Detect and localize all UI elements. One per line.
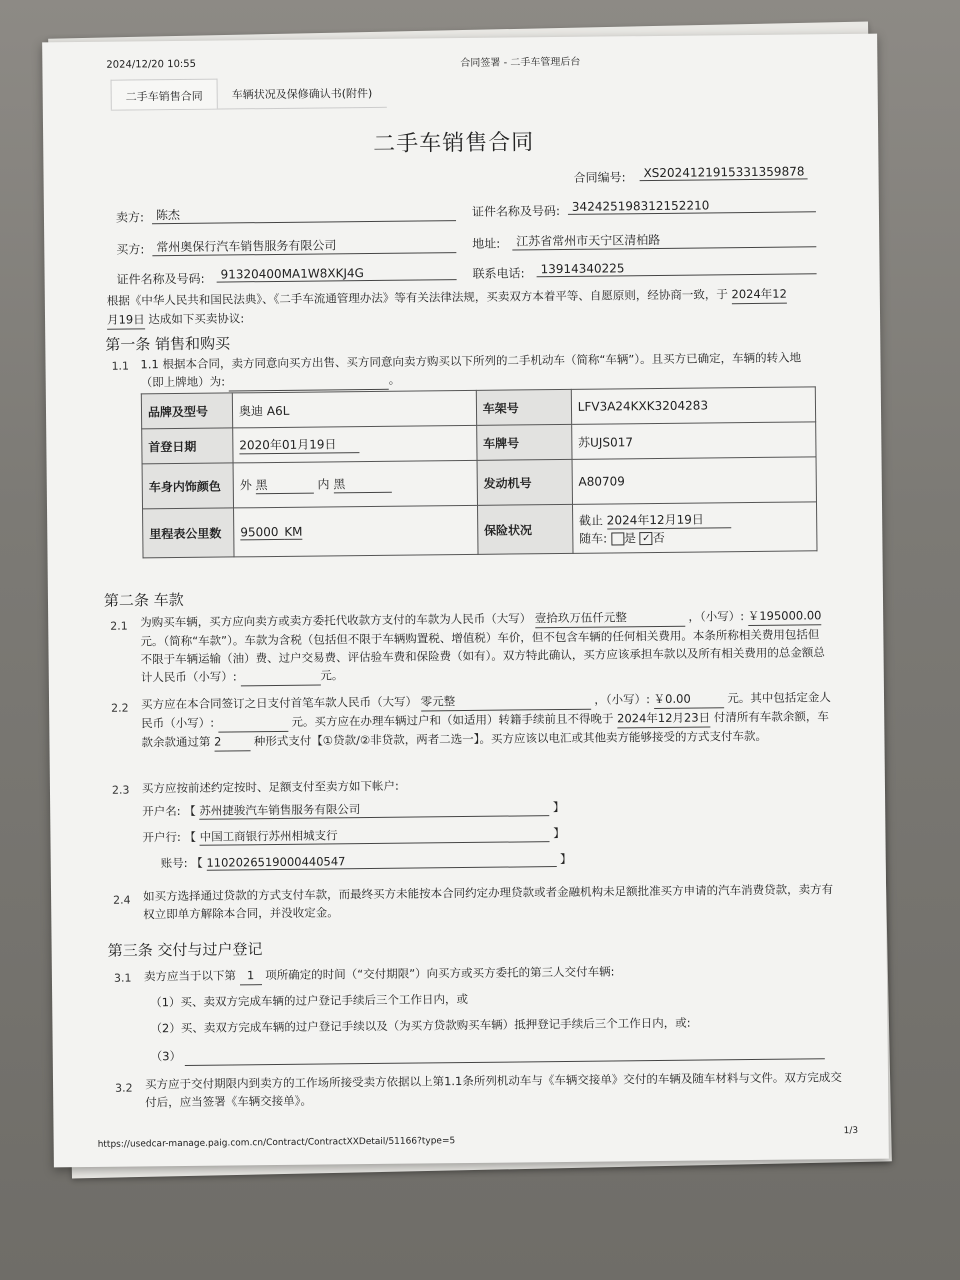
intro-date-b: 月19日	[107, 310, 145, 329]
payment-method: 2	[214, 732, 250, 751]
tab-sales-contract[interactable]: 二手车销售合同	[111, 79, 218, 110]
account-name-row: 开户名: 【 苏州捷骏汽车销售服务有限公司 】	[142, 799, 565, 819]
exterior-color: 黑	[256, 476, 314, 495]
footer-url: https://usedcar-manage.paig.com.cn/Contract/ContractXXDetail/51166?type=5	[97, 1136, 456, 1150]
first-payment-upper: 零元整	[421, 691, 591, 712]
clause-2-1-text: 为购买车辆，买方应向卖方或卖方委托代收款方支付的车款为人民币（大写） 壹拾玖万伍仟元整 ，（小写）: ￥195000.00 元。（简称“车款”）。车款为含税（包括但不限于车辆购置税、增值税）车价，但不包含车辆的任何相关费用。本条所称相关费用包括但不限于车辆运输（油）费、过户交易费、评估验车费和保险费（如有）。双方特此确认，买方应该承担车款以及所有相关费用的总金额总计人民币（小写）: 元。	[140, 608, 825, 685]
buyer-phone: 13914340225	[536, 259, 816, 277]
clause-2-4-number: 2.4	[113, 893, 131, 907]
contract-no: XS2024121915331359878	[639, 164, 807, 181]
clause-3-2-number: 3.2	[115, 1081, 133, 1095]
clause-1-1-text: 1.1 根据本合同，卖方同意向买方出售、买方同意向卖方购买以下所列的二手机动车（简称“车辆”）。且买方已确定，车辆的转入地（即上牌地）为: 。	[140, 348, 820, 392]
insurance-yes-checkbox[interactable]	[611, 532, 624, 545]
price-lower: ￥195000.00	[748, 606, 822, 626]
seller-id-label: 证件名称及号码:	[471, 203, 561, 219]
contract-no-label: 合同编号:	[573, 170, 626, 185]
first-payment-lower: ￥0.00	[654, 689, 724, 709]
print-datetime: 2024/12/20 10:55	[106, 58, 197, 71]
clause-1-1-number: 1.1	[111, 359, 130, 373]
account-number: 1102026519000440547	[206, 852, 556, 871]
address-label: 地址:	[472, 236, 501, 251]
engine-label: 发动机号	[477, 459, 572, 505]
intro-paragraph: 根据《中华人民共和国民法典》、《二手车流通管理办法》等有关法律法规，买卖双方本着平等、自愿原则，经协商一致，于 2024年12 月19日 达成如下买卖协议:	[107, 284, 817, 329]
insurance-no-checkbox[interactable]: ✓	[640, 532, 653, 545]
seller-name: 陈杰	[152, 203, 456, 224]
payoff-date: 2024年12月23日	[617, 708, 710, 728]
page-number: 1/3	[843, 1125, 859, 1137]
mileage-label: 里程表公里数	[143, 508, 235, 558]
section-3-title: 第三条 交付与过户登记	[107, 940, 263, 960]
bank-row: 开户行: 【 中国工商银行苏州相城支行 】	[142, 825, 565, 845]
seller-label: 卖方:	[115, 210, 145, 225]
clause-3-1-text: 卖方应当于以下第 1 项所确定的时间（“交付期限”）向买方或买方委托的第三人交付车辆:	[143, 964, 615, 984]
tab-vehicle-condition[interactable]: 车辆状况及保修确认书(附件)	[231, 86, 373, 102]
clause-3-2-text: 买方应于交付期限内到卖方的工作场所接受卖方依据以上第1.1条所列机动车与《车辆交接单》交付的车辆及随车材料与文件。双方完成交付后，应当签署《车辆交接单》。	[144, 1070, 842, 1110]
section-1-title: 第一条 销售和购买	[105, 334, 231, 354]
mileage-value: 95000	[240, 524, 284, 539]
account-name: 苏州捷骏汽车销售服务有限公司	[199, 799, 549, 820]
intro-date-a: 2024年12	[731, 285, 787, 305]
engine-value: A80709	[572, 457, 817, 505]
clause-2-2-text: 买方应在本合同签订之日支付首笔车款人民币（大写） 零元整 ，（小写）: ￥0.00 元。其中包括定金人民币（小写）: 元。买方应在办理车辆过户和（如适用）转籍手续前且不得晚于 2024年12月23日 付清所有车款余额，车款余款通过第 2 种形式支付【①贷款/②非贷款，两者二选一】。买方应该以电汇或其他卖方能够接受的方式支付车款。	[141, 688, 832, 752]
color-label: 车身内饰颜色	[142, 463, 233, 509]
vin-label: 车架号	[476, 389, 571, 425]
phone-label: 联系电话:	[472, 266, 525, 281]
delivery-option-3: （3）	[151, 1040, 825, 1066]
buyer-id-label: 证件名称及号码:	[116, 271, 205, 287]
plate-label: 车牌号	[476, 424, 571, 460]
interior-color: 黑	[333, 475, 391, 494]
first-reg-label: 首登日期	[142, 428, 233, 464]
buyer-address: 江苏省常州市天宁区清柏路	[512, 229, 816, 250]
delivery-option: 1	[239, 966, 261, 985]
price-upper: 壹拾玖万伍仟元整	[535, 608, 685, 629]
account-no-row: 账号: 【 1102026519000440547 】	[160, 851, 572, 871]
brand-value: 奥迪 A6L	[232, 390, 476, 428]
bank-name: 中国工商银行苏州相城支行	[200, 825, 550, 846]
buyer-name: 常州奥保行汽车销售服务有限公司	[152, 235, 456, 256]
contract-page	[42, 34, 889, 1168]
buyer-id: 91320400MA1W8XKJ4G	[217, 265, 457, 283]
insurance-until: 2024年12月19日	[607, 510, 731, 529]
clause-2-4-text: 如买方选择通过贷款的方式支付车款，而最终买方未能按本合同约定办理贷款或者金融机构未足额批准买方申请的汽车消费贷款，卖方有权立即单方解除本合同，并没收定金。	[143, 882, 834, 922]
section-2-title: 第二条 车款	[103, 590, 184, 610]
delivery-option-1: （1）买、卖双方完成车辆的过户登记手续后三个工作日内，或	[150, 991, 469, 1010]
clause-2-2-number: 2.2	[111, 701, 129, 715]
print-page-title: 合同签署 - 二手车管理后台	[460, 56, 581, 70]
delivery-option-2: （2）买、卖双方完成车辆的过户登记手续以及（为买方贷款购买车辆）抵押登记手续后三个工作日内，或:	[150, 1015, 691, 1036]
contract-tabs	[111, 77, 387, 111]
seller-id: 342425198312152210	[568, 197, 816, 215]
clause-2-1-number: 2.1	[110, 619, 128, 633]
vehicle-info-table: 品牌及型号 奥迪 A6L 车架号 LFV3A24KXK3204283 首登日期 2020年01月19日 车牌号 苏UJS017 车身内饰颜色 外 黑 内 黑 发动机号 A80709 里程表公里数 95000 KM 保险状况 截止 2024年12月19日 随车: 是 ✓ 否	[141, 386, 818, 558]
insurance-label: 保险状况	[477, 504, 573, 554]
plate-value: 苏UJS017	[571, 422, 816, 460]
vin-value: LFV3A24KXK3204283	[571, 387, 816, 425]
first-reg-value: 2020年01月19日	[239, 435, 359, 454]
buyer-label: 买方:	[116, 242, 145, 257]
clause-2-3-number: 2.3	[111, 783, 130, 797]
clause-2-3-text: 买方应按前述约定按时、足额支付至卖方如下帐户:	[141, 778, 399, 796]
document-title: 二手车销售合同	[373, 130, 535, 157]
clause-3-1-number: 3.1	[113, 971, 132, 985]
brand-label: 品牌及型号	[141, 393, 232, 429]
